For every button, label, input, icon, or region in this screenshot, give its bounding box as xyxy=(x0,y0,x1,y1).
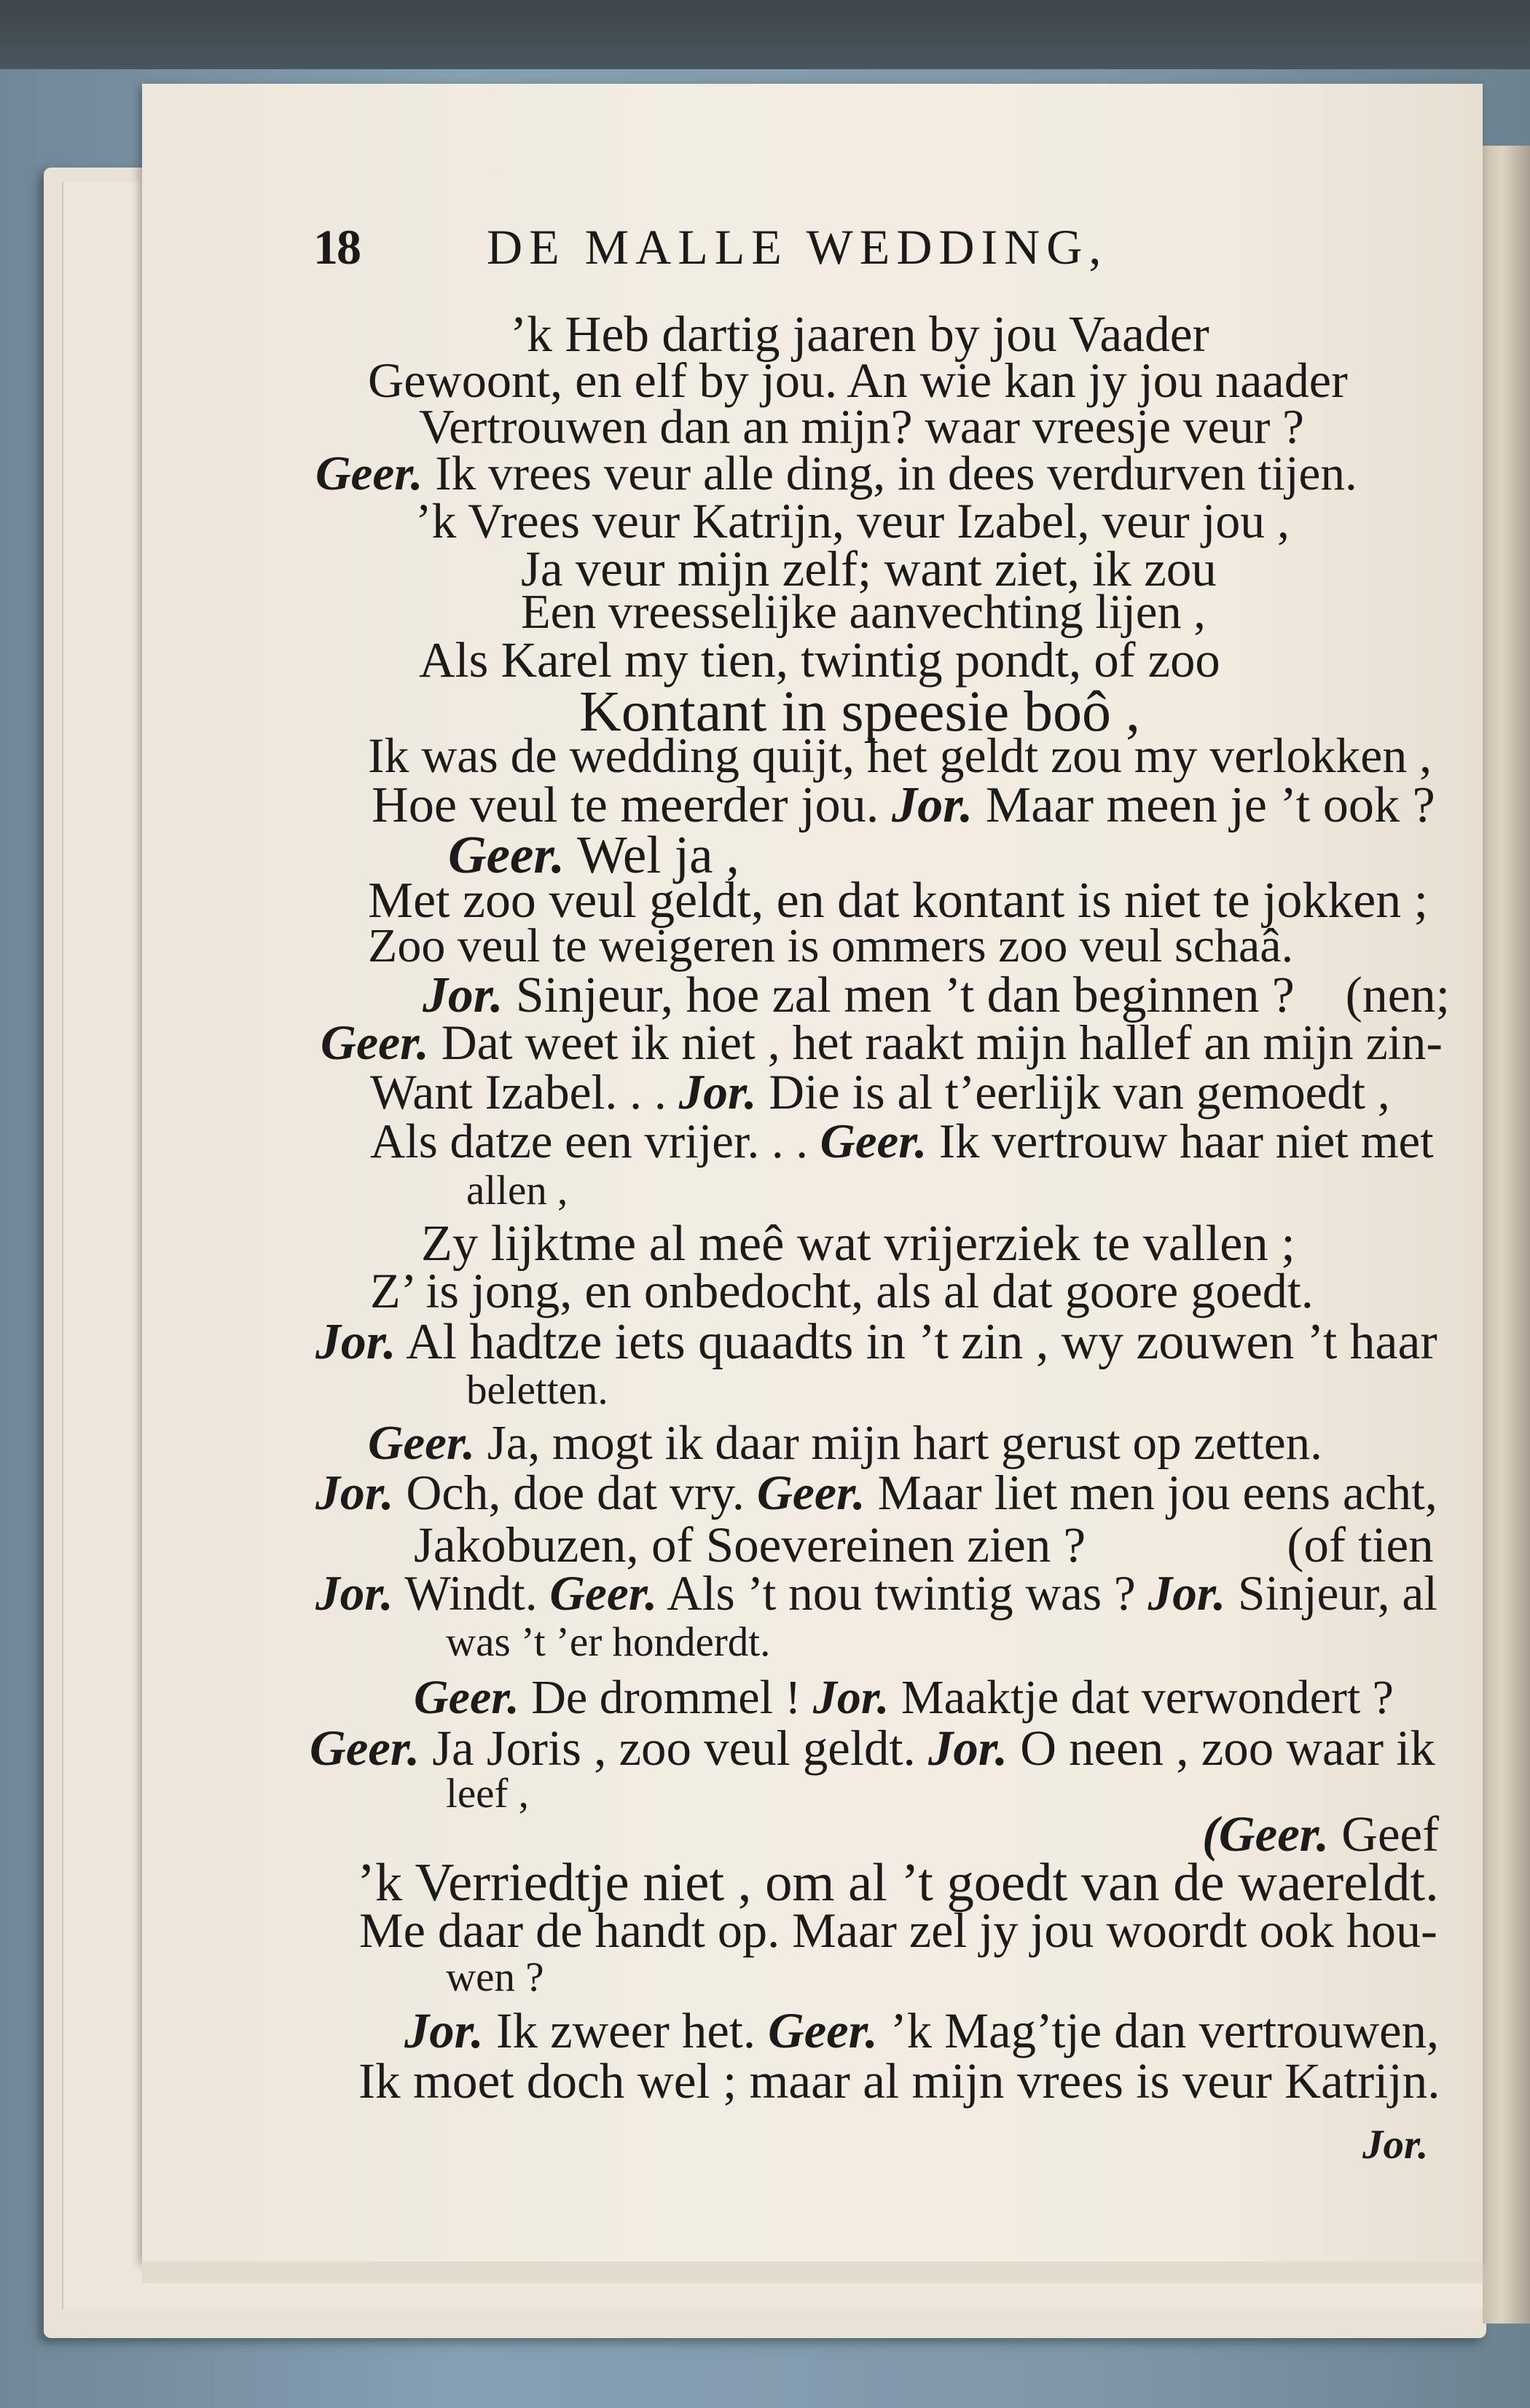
verse-text: Kontant in speesie boô , xyxy=(579,680,1140,744)
verse-line xyxy=(466,1170,568,1211)
speaker-name: Jor. xyxy=(891,776,973,833)
verse-text: Ja, mogt ik daar mijn hart gerust op zetten. xyxy=(475,1416,1322,1470)
verse-line xyxy=(446,1621,770,1663)
speaker-name: Geer. xyxy=(310,1720,420,1776)
verse-text: Ik moet doch wel ; maar al mijn vrees is veur Katrijn. xyxy=(358,2053,1440,2109)
verse-text: Want Izabel. . . xyxy=(370,1065,679,1120)
verse-line xyxy=(421,1215,1295,1272)
verse-text: Maaktje dat verwondert ? xyxy=(889,1671,1394,1724)
verse-line xyxy=(414,1516,1434,1573)
verse-line xyxy=(315,1314,1437,1370)
speaker-name: Jor. xyxy=(404,2003,484,2058)
speaker-name: Jor. xyxy=(315,1465,394,1520)
verse-text: Als Karel my tien, twintig pondt, of zoo xyxy=(419,632,1220,688)
verse-line xyxy=(446,1771,529,1817)
verse-text: allen , xyxy=(466,1168,568,1213)
verse-text: Wel ja , xyxy=(565,825,740,884)
verse-text: Ik was de wedding quijt, het geldt zou my verlokken , xyxy=(368,728,1432,783)
verse-line xyxy=(446,1956,544,1998)
verse-line xyxy=(368,728,1432,783)
verse-line xyxy=(415,494,1290,548)
verse-text: Maar meen je ’t ook ? xyxy=(973,776,1435,833)
verse-text: Al hadtze iets quaadts in ’t zin , wy zouwen ’t haar xyxy=(396,1314,1437,1370)
speaker-name: Geer. xyxy=(756,1465,866,1520)
verse-text: Gewoont, en elf by jou. An wie kan jy jou naader xyxy=(368,353,1348,408)
verse-text: Zy lijktme al meê wat vrijerziek te vallen ; xyxy=(421,1215,1295,1272)
speaker-name: Jor. xyxy=(678,1065,757,1120)
verse-line xyxy=(419,399,1304,454)
verse-text: Maar liet men jou eens acht, xyxy=(865,1465,1437,1520)
speaker-name: Geer. xyxy=(448,825,565,884)
verse-text: Zoo veul te weigeren is ommers zoo veul schaâ. xyxy=(368,919,1294,972)
verse-text: ’k Heb dartig jaaren by jou Vaader xyxy=(510,307,1209,363)
page-bottom-edge xyxy=(142,2262,1483,2283)
verse-line xyxy=(521,586,1206,639)
verse-text: Een vreesselijke aanvechting lijen , xyxy=(521,586,1206,639)
verse-text: Vertrouwen dan an mijn? waar vreesje veur ? xyxy=(419,399,1304,454)
verse-text: Sinjeur, hoe zal men ’t dan beginnen ? (nen; xyxy=(503,967,1450,1023)
speaker-name: (Geer. xyxy=(1202,1806,1329,1862)
verse-line xyxy=(359,1903,1437,1958)
verse-line xyxy=(321,1015,1443,1070)
verse-text: ’k Mag’tje dan vertrouwen, xyxy=(877,2003,1440,2058)
verse-line xyxy=(315,1566,1437,1621)
verse-text: Windt. xyxy=(393,1566,550,1621)
verse-text: Als datze een vrijer. . . xyxy=(370,1114,820,1168)
speaker-name: Geer. xyxy=(315,446,423,500)
verse-line xyxy=(414,1671,1394,1724)
verse-text: O neen , zoo waar ik xyxy=(1008,1720,1435,1776)
speaker-name: Jor. xyxy=(927,1720,1008,1776)
speaker-name: Geer. xyxy=(820,1114,927,1168)
verse-text: was ’t ’er honderdt. xyxy=(446,1619,771,1665)
verse-text: Ik vertrouw haar niet met xyxy=(927,1114,1434,1168)
speaker-name: Geer. xyxy=(414,1671,519,1724)
verse-line xyxy=(370,1263,1314,1318)
speaker-name: Jor. xyxy=(315,1314,396,1370)
speaker-name: Geer. xyxy=(768,2003,878,2058)
verse-line xyxy=(315,1465,1437,1520)
verse-line xyxy=(370,1065,1390,1120)
verse-text: beletten. xyxy=(466,1367,608,1413)
verse-text: De drommel ! xyxy=(519,1671,813,1724)
verse-text: Met zoo veul geldt, en dat kontant is niet te jokken ; xyxy=(368,873,1429,929)
verse-line xyxy=(404,2003,1440,2058)
verse-text: Sinjeur, al xyxy=(1225,1566,1437,1621)
speaker-name: Jor. xyxy=(1148,1566,1226,1621)
verse-line xyxy=(466,1369,608,1411)
page-number: 18 xyxy=(313,219,360,275)
verse-line xyxy=(423,967,1450,1023)
verse-line xyxy=(372,776,1435,833)
verse-text: Ja veur mijn zelf; want ziet, ik zou xyxy=(521,540,1217,597)
verse-text: ’k Vrees veur Katrijn, veur Izabel, veur jou , xyxy=(415,494,1290,548)
page-header xyxy=(313,219,1333,284)
verse-text: Jakobuzen, of Soevereinen zien ? (of tien xyxy=(414,1516,1434,1573)
verse-text: Och, doe dat vry. xyxy=(393,1465,757,1520)
verse-text: Dat weet ik niet , het raakt mijn hallef an mijn zin- xyxy=(428,1015,1443,1070)
speaker-name: Jor. xyxy=(1362,2122,1429,2168)
verse-line xyxy=(1362,2122,1429,2168)
book-right-edge xyxy=(1483,146,1530,2324)
verse-line xyxy=(358,2053,1440,2109)
verse-text: wen ? xyxy=(446,1954,544,2000)
running-head: DE MALLE WEDDING, xyxy=(487,219,1108,275)
verse-text: Als ’t nou twintig was ? xyxy=(657,1566,1148,1621)
speaker-name: Jor. xyxy=(423,967,503,1023)
verse-line xyxy=(310,1720,1435,1776)
verse-line xyxy=(368,353,1348,408)
speaker-name: Jor. xyxy=(315,1566,393,1621)
speaker-name: Geer. xyxy=(321,1015,429,1070)
verse-text: Ik vrees veur alle ding, in dees verdurven tijen. xyxy=(423,446,1357,500)
verse-line xyxy=(368,919,1294,972)
verse-text: Die is al t’eerlijk van gemoedt , xyxy=(756,1065,1390,1120)
verse-line xyxy=(368,1416,1322,1470)
verse-text: Z’ is jong, en onbedocht, als al dat goore goedt. xyxy=(370,1263,1314,1318)
verse-text: Ik zweer het. xyxy=(483,2003,769,2058)
verse-text: leef , xyxy=(446,1771,529,1817)
verse-text: Hoe veul te meerder jou. xyxy=(372,776,892,833)
verse-line xyxy=(419,632,1220,688)
speaker-name: Geer. xyxy=(368,1416,475,1470)
verse-text: Geef xyxy=(1329,1806,1439,1862)
speaker-name: Jor. xyxy=(812,1671,890,1724)
verse-text: Ja Joris , zoo veul geldt. xyxy=(420,1720,928,1776)
verse-line xyxy=(315,446,1357,500)
verse-text: Me daar de handt op. Maar zel jy jou woordt ook hou- xyxy=(359,1903,1437,1958)
verse-line xyxy=(370,1114,1434,1168)
verse-text: ’k Verriedtje niet , om al ’t goedt van de waereldt. xyxy=(357,1853,1439,1913)
verse-line xyxy=(1202,1806,1439,1862)
speaker-name: Geer. xyxy=(549,1566,658,1621)
